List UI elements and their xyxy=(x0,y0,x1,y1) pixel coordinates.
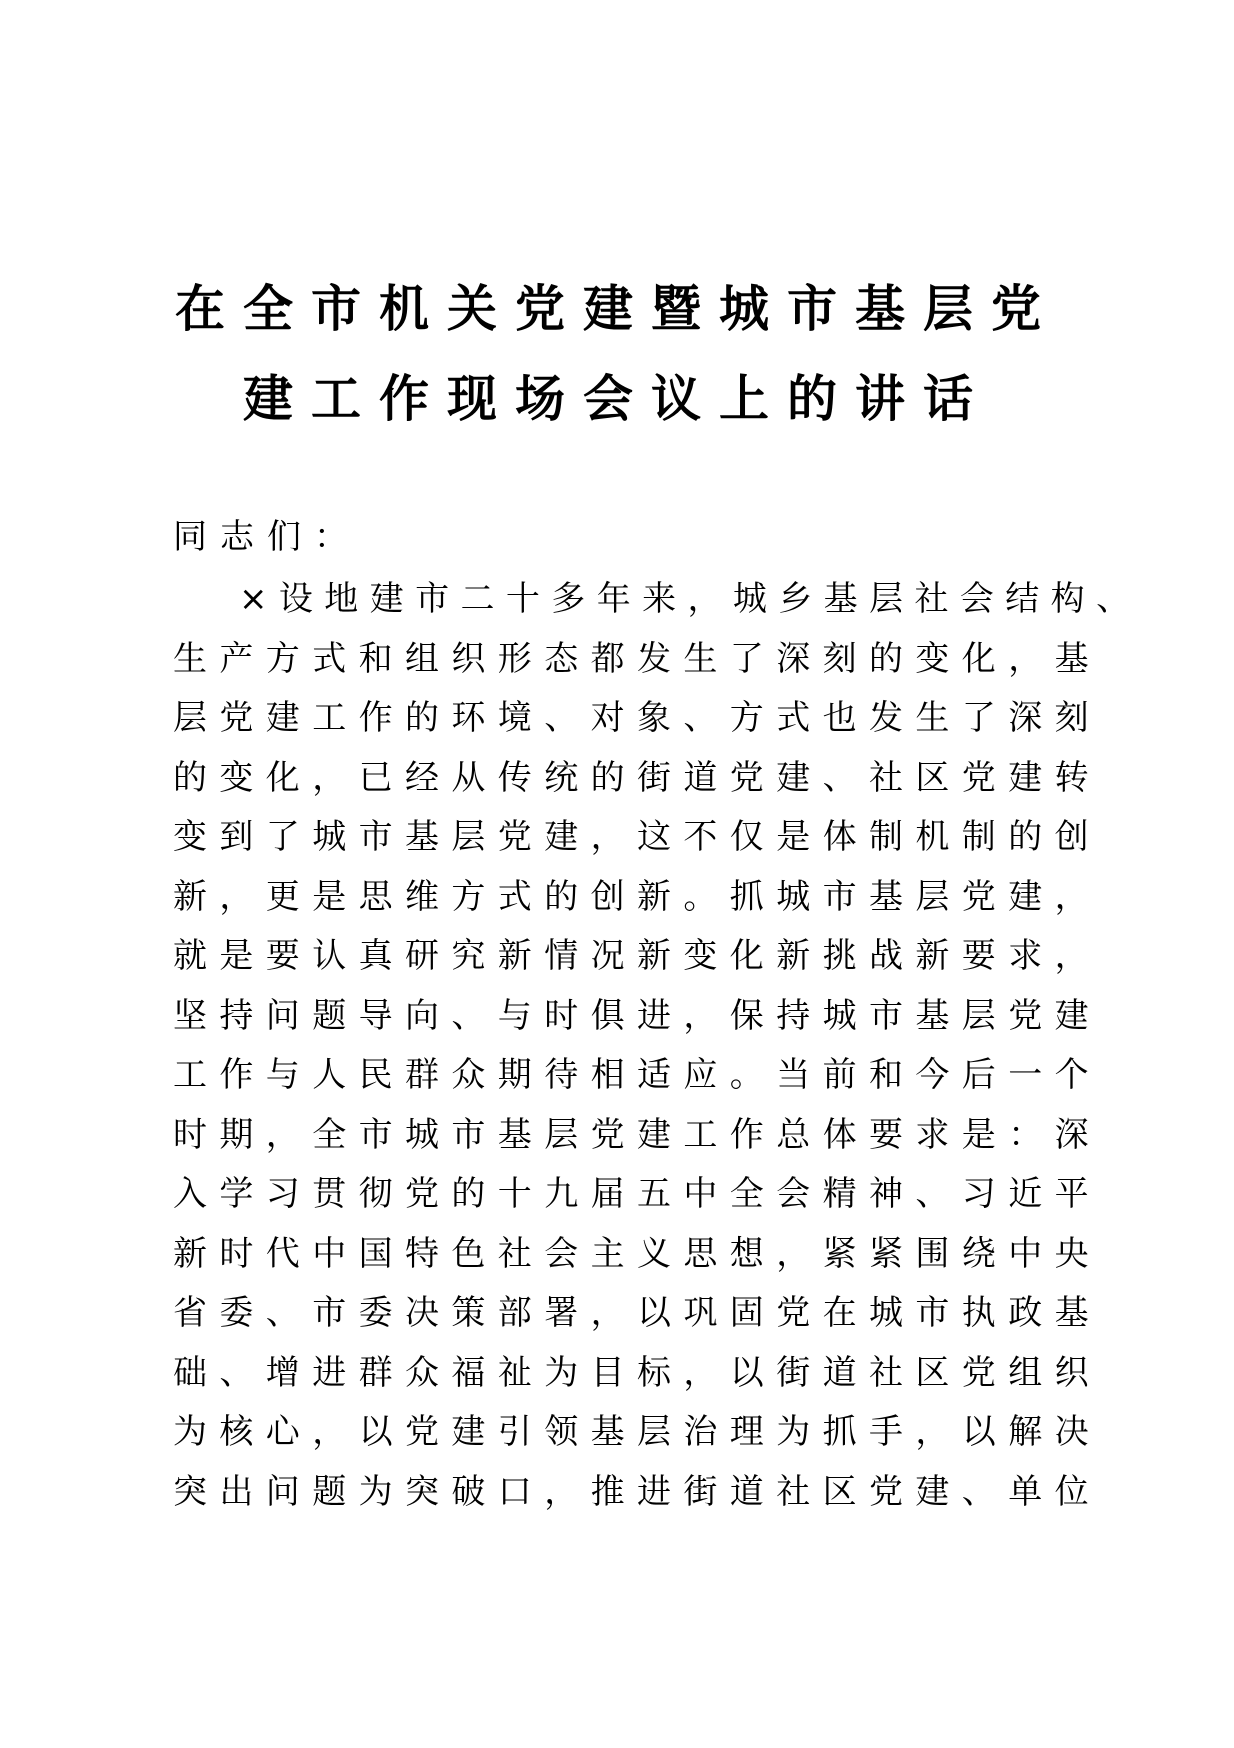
body-line: 变到了城市基层党建，这不仅是体制机制的创 xyxy=(173,817,1101,857)
body-line: 突出问题为突破口，推进街道社区党建、单位 xyxy=(173,1471,1101,1512)
document-title-line-1: 在全市机关党建暨城市基层党 xyxy=(175,280,1059,338)
body-line: 新时代中国特色社会主义思想，紧紧围绕中央 xyxy=(173,1233,1101,1274)
body-line: 层党建工作的环境、对象、方式也发生了深刻 xyxy=(173,698,1101,738)
body-line: ×设地建市二十多年来，城乡基层社会结构、 xyxy=(239,579,1142,619)
body-line: 为核心，以党建引领基层治理为抓手，以解决 xyxy=(173,1412,1101,1452)
body-line: 省委、市委决策部署，以巩固党在城市执政基 xyxy=(173,1293,1101,1333)
document-title-line-2: 建工作现场会议上的讲话 xyxy=(243,370,991,428)
body-line: 入学习贯彻党的十九届五中全会精神、习近平 xyxy=(173,1174,1101,1214)
body-line: 础、增进群众福祉为目标，以街道社区党组织 xyxy=(173,1352,1101,1393)
body-line: 坚持问题导向、与时俱进，保持城市基层党建 xyxy=(173,995,1101,1036)
body-line: 的变化，已经从传统的街道党建、社区党建转 xyxy=(173,757,1101,798)
body-line: 工作与人民群众期待相适应。当前和今后一个 xyxy=(173,1055,1101,1095)
body-text xyxy=(173,570,1142,1522)
body-line: 生产方式和组织形态都发生了深刻的变化，基 xyxy=(173,638,1101,679)
body-line: 就是要认真研究新情况新变化新挑战新要求， xyxy=(173,936,1101,976)
body-line: 时期，全市城市基层党建工作总体要求是：深 xyxy=(173,1114,1101,1155)
body-line: 新，更是思维方式的创新。抓城市基层党建， xyxy=(173,876,1101,917)
salutation: 同志们： xyxy=(173,517,361,557)
